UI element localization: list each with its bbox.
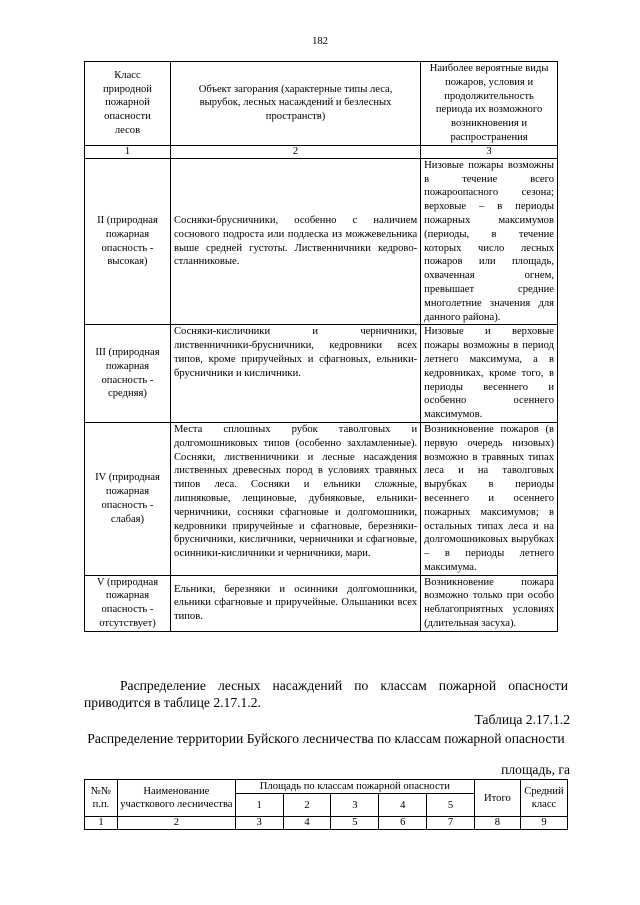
column-number: 8: [474, 817, 520, 830]
column-number: 5: [331, 817, 379, 830]
class-cell: IV (природная пожарная опасность - слабая): [85, 422, 171, 575]
class-cell: III (природная пожарная опасность - средняя): [85, 325, 171, 423]
column-number: 9: [520, 817, 567, 830]
header-class-number: 5: [427, 794, 475, 817]
forestry-distribution-table: [84, 779, 568, 830]
header-class-number: 3: [331, 794, 379, 817]
fires-cell: Возникновение пожаров (в первую очередь низовых) возможно в травяных типах леса и на таволговых вырубках в периоды весеннего и осеннего пожарных максимумов; в остальных типах леса и на долгомошниковых вырубках – в периоды летнего максимума.: [421, 422, 558, 575]
table-units: площадь, га: [501, 762, 570, 777]
fires-cell: Низовые пожары возможны в течение всего пожароопасного сезона; верховые – в периоды пожарных максимумов (периоды, в течение которых число лесных пожаров или площадь, охваченная огнем, превышает средние многолетние значения для данного района).: [421, 158, 558, 325]
table-row: [85, 158, 558, 325]
object-cell: Сосняки-брусничники, особенно с наличием соснового подроста или подлеска из можжевельника выше средней густоты. Лиственничники кедрово-стланниковые.: [170, 158, 420, 325]
object-cell: Сосняки-кисличники и черничники, лиственничники-брусничники, кедровники всех типов, кроме приручейных и сфагновых, ельники-брусничники и кисличники.: [170, 325, 420, 423]
header-object: Объект загорания (характерные типы леса, вырубок, лесных насаждений и безлесных пространств): [170, 62, 420, 146]
column-number: 1: [85, 145, 171, 158]
column-number: 3: [421, 145, 558, 158]
table-header-row: [85, 780, 568, 794]
header-total: Итого: [474, 780, 520, 817]
header-num: №№ п.п.: [85, 780, 118, 817]
column-number-row: [85, 817, 568, 830]
header-area: Площадь по классам пожарной опасности: [235, 780, 474, 794]
header-class-number: 2: [283, 794, 331, 817]
paragraph: Распределение лесных насаждений по классам пожарной опасности приводится в таблице 2.17.1.2.: [84, 678, 568, 710]
class-cell: II (природная пожарная опасность - высокая): [85, 158, 171, 325]
table-row: [85, 422, 558, 575]
table-header-row: [85, 62, 558, 146]
header-class: Класс природной пожарной опасности лесов: [85, 62, 171, 146]
class-cell: V (природная пожарная опасность - отсутствует): [85, 575, 171, 631]
object-cell: Места сплошных рубок таволговых и долгомошниковых типов (особенно захламленные). Сосняки, лиственничники и лесные насаждения лиственных древесных пород в условиях травяных типов леса. Сосняки и ельники сложные, липняковые, лещиновые, дубняковые, ельники-черничники, сосняки сфагновые и долгомошники, кедровники приручейные и сфагновые, березняки-брусничники, кисличники, черничники и сфагновые, осинники-кисличники и черничники, мари.: [170, 422, 420, 575]
header-class-number: 4: [379, 794, 427, 817]
header-avg-class: Средний класс: [520, 780, 567, 817]
header-class-number: 1: [235, 794, 283, 817]
object-cell: Ельники, березняки и осинники долгомошники, ельники сфагновые и приручейные. Ольшаники всех типов.: [170, 575, 420, 631]
table-row: [85, 575, 558, 631]
column-number-row: [85, 145, 558, 158]
column-number: 2: [117, 817, 235, 830]
fires-cell: Возникновение пожара возможно только при особо неблагоприятных условиях (длительная засуха).: [421, 575, 558, 631]
fires-cell: Низовые и верховые пожары возможны в период летнего максимума, а в кедровниках, кроме того, в периоды весеннего и особенно осеннего максимумов.: [421, 325, 558, 423]
column-number: 4: [283, 817, 331, 830]
column-number: 1: [85, 817, 118, 830]
header-name: Наименование участкового лесничества: [117, 780, 235, 817]
column-number: 6: [379, 817, 427, 830]
table-label: Таблица 2.17.1.2: [474, 712, 570, 727]
table-row: [85, 325, 558, 423]
column-number: 2: [170, 145, 420, 158]
table-title: Распределение территории Буйского лесничества по классам пожарной опасности: [87, 731, 565, 746]
column-number: 7: [427, 817, 475, 830]
column-number: 3: [235, 817, 283, 830]
header-fires: Наиболее вероятные виды пожаров, условия и продолжительность периода их возможного возникновения и распространения: [421, 62, 558, 146]
page-number: 182: [312, 36, 328, 47]
fire-danger-classes-table: [84, 61, 558, 632]
